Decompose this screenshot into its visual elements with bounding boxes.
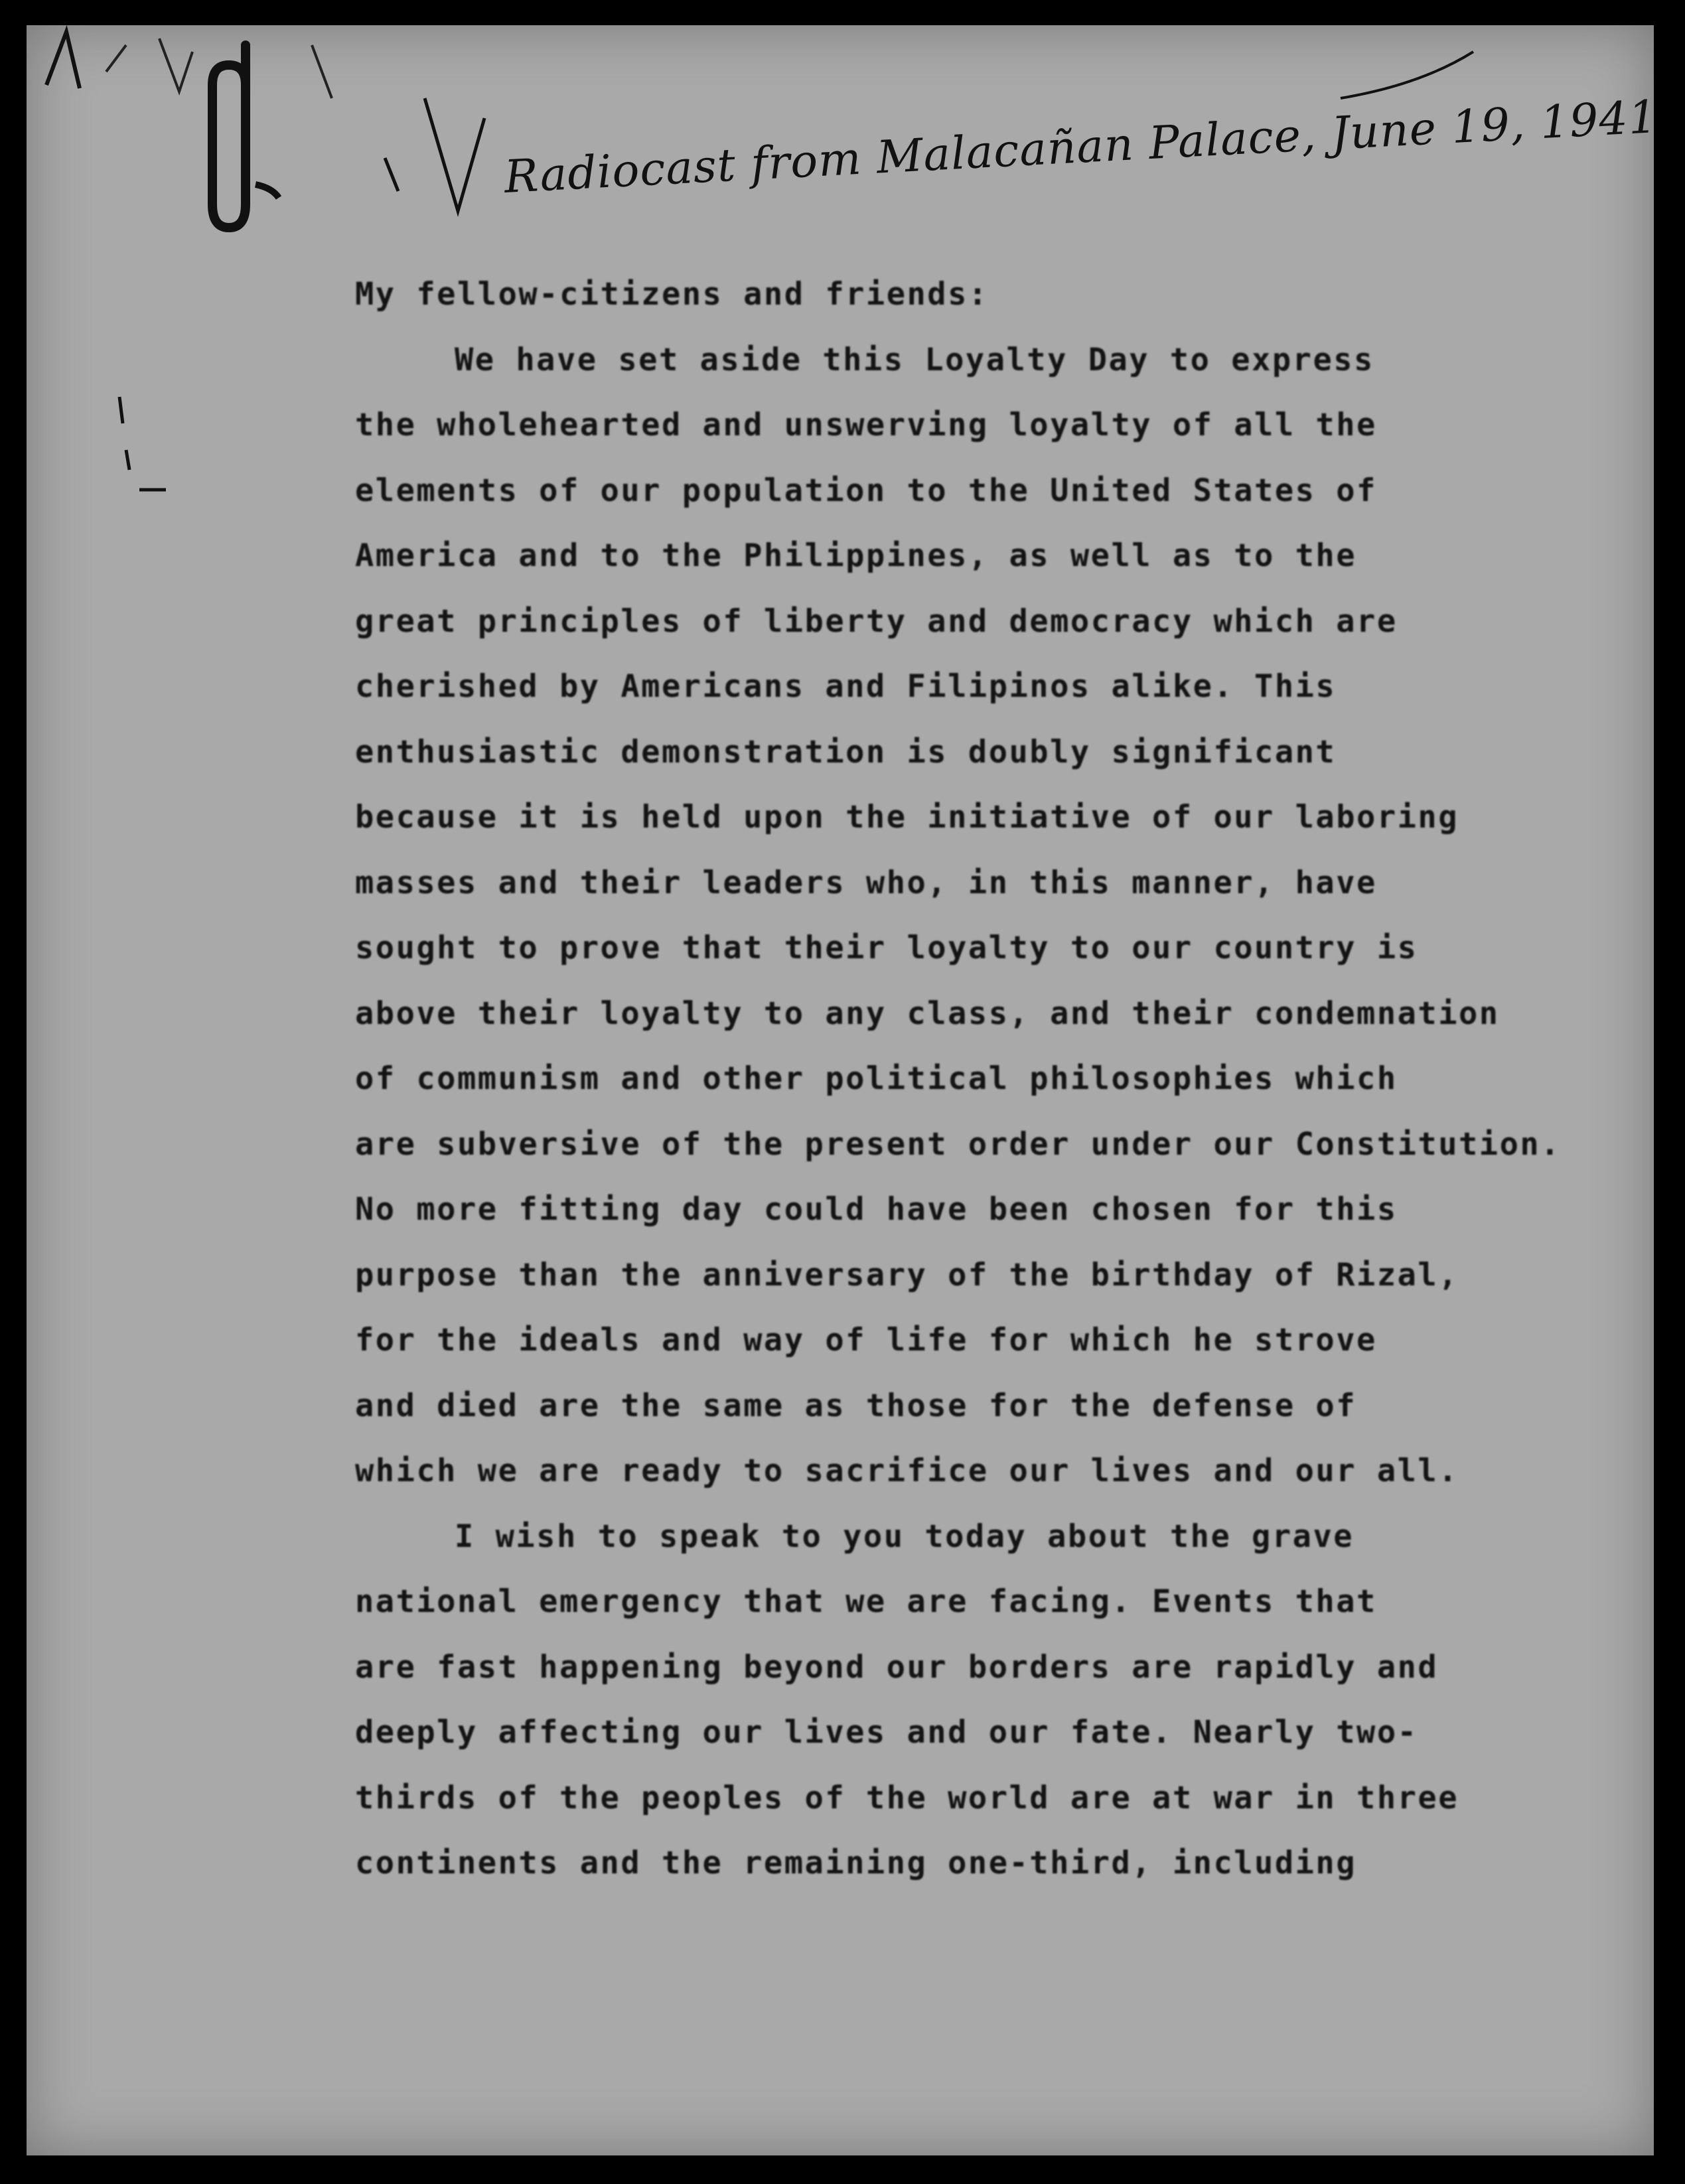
paragraph-1 (355, 328, 1616, 1504)
text-line: the wholehearted and unswerving loyalty of all the (355, 407, 1377, 443)
text-line: thirds of the peoples of the world are at war in three (355, 1779, 1459, 1816)
letter-body (355, 262, 1616, 1897)
text-line: We have set aside this Loyalty Day to express (455, 341, 1374, 378)
text-line: are fast happening beyond our borders are rapidly and (355, 1648, 1439, 1686)
text-line: which we are ready to sacrifice our lives and our all. (355, 1453, 1459, 1489)
text-line: deeply affecting our lives and our fate. Nearly two- (355, 1714, 1418, 1751)
text-line: above their loyalty to any class, and their condemnation (355, 995, 1500, 1032)
text-line: America and to the Philippines, as well as to the (355, 538, 1357, 574)
text-line: and died are the same as those for the defense of (355, 1387, 1357, 1424)
text-line: great principles of liberty and democracy which are (355, 603, 1398, 640)
text-line: continents and the remaining one-third, including (355, 1845, 1357, 1881)
text-line: enthusiastic demonstration is doubly significant (355, 733, 1337, 770)
text-line: because it is held upon the initiative of our laboring (355, 799, 1459, 836)
text-line: No more fitting day could have been chosen for this (355, 1191, 1398, 1228)
text-line: masses and their leaders who, in this manner, have (355, 864, 1377, 901)
paragraph-2 (355, 1504, 1616, 1897)
text-line: I wish to speak to you today about the grave (455, 1518, 1355, 1555)
salutation: My fellow-citizens and friends: (355, 276, 989, 313)
text-line: sought to prove that their loyalty to our country is (355, 930, 1418, 966)
text-line: purpose than the anniversary of the birthday of Rizal, (355, 1256, 1459, 1293)
text-line: elements of our population to the United States of (355, 472, 1377, 509)
text-line: of communism and other political philosophies which (355, 1060, 1398, 1097)
text-line: for the ideals and way of life for which he strove (355, 1322, 1377, 1358)
text-line: are subversive of the present order under our Constitution. (355, 1126, 1561, 1163)
handwritten-annotation: Radiocast from Malacañan Palace, June 19, 1941 (502, 90, 1659, 204)
text-line: cherished by Americans and Filipinos alike. This (355, 668, 1337, 705)
text-line: national emergency that we are facing. Events that (355, 1583, 1377, 1620)
